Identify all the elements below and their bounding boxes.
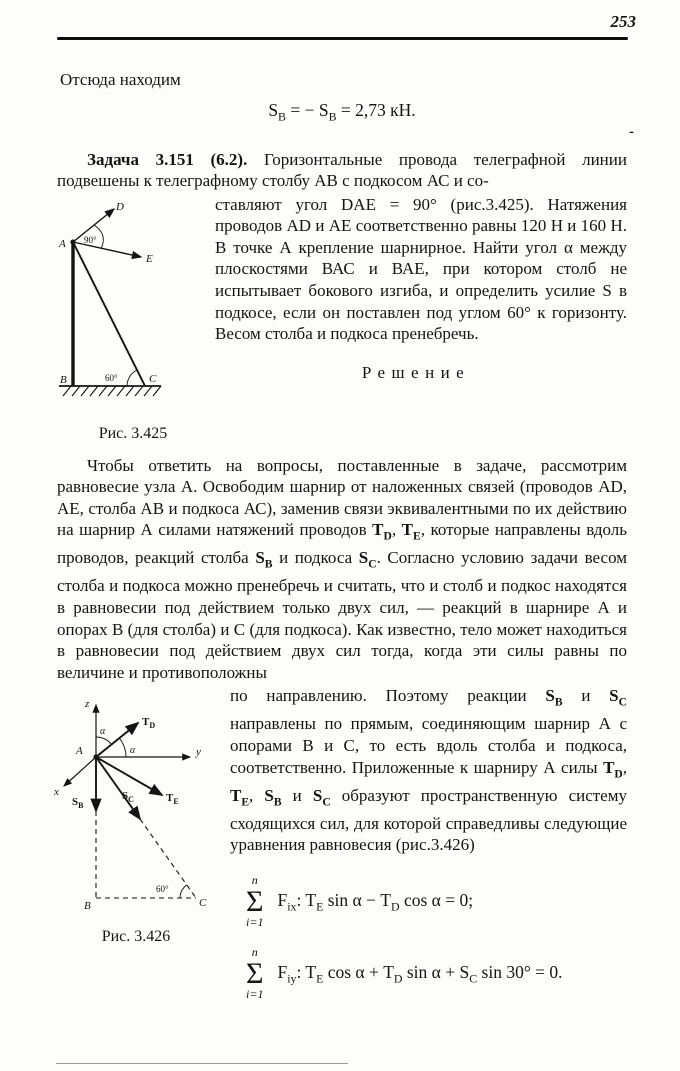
- figure-3-426: [50, 685, 222, 1018]
- equation-fix-formula: $F_{ix}$: $T_E$ $\sin \alpha - T_D$ cos α = 0;: [277, 889, 474, 914]
- force-diagram: [50, 693, 218, 915]
- label-b: B: [60, 373, 67, 386]
- label-z-axis: z: [85, 698, 90, 711]
- label-y-axis: y: [196, 746, 201, 759]
- figure-3-425: [57, 194, 209, 443]
- figure1-caption: Рис. 3.425: [98, 424, 168, 442]
- scan-artifact-line: [56, 1063, 348, 1064]
- problem-section-with-figure: [57, 194, 627, 443]
- vector-sc: [96, 757, 140, 819]
- angle-60-arc: [127, 370, 137, 386]
- angle-60-arc: [180, 885, 187, 898]
- page-number: 253: [610, 12, 636, 31]
- solution-section-with-figure: [50, 685, 627, 1018]
- construction-dashed-lines: [96, 811, 196, 898]
- ground-hatching: [59, 386, 161, 396]
- label-alpha-1: α: [100, 726, 106, 738]
- label-x-axis: x: [54, 786, 59, 799]
- label-td: $T_D$: [142, 716, 156, 731]
- margin-artifact: -: [629, 124, 634, 140]
- label-d: D: [116, 200, 124, 213]
- sigma-icon: Σ: [246, 956, 264, 990]
- joint-a-dot: [70, 239, 75, 244]
- intro-text: Отсюда находим: [60, 70, 181, 89]
- axis-x: [64, 757, 96, 786]
- result-formula: $S_B$ = − $S_B = 2,73$ кН.: [268, 100, 416, 124]
- label-a: A: [76, 745, 83, 758]
- problem-statement-lead: Задача 3.151 (6.2). Горизонтальные провода телеграфной линии подвешены к телеграфному столбу АВ с подкосом АС и со-: [57, 149, 627, 191]
- label-angle-60: 60°: [156, 884, 169, 895]
- label-te: $T_E$: [166, 792, 179, 807]
- brace-ac: [73, 242, 145, 386]
- label-b: B: [84, 900, 91, 913]
- equation-fiy: [246, 946, 627, 1002]
- sigma-lower-limit: i=1: [246, 915, 264, 930]
- label-alpha-2: α: [130, 745, 136, 757]
- label-c: C: [149, 372, 157, 385]
- summation-symbol: [246, 946, 263, 1002]
- alpha2-arc: [119, 739, 126, 758]
- equilibrium-equations: [230, 874, 627, 1002]
- label-angle-60: 60°: [105, 372, 118, 383]
- problem-statement-wrap: ставляют угол DAE = 90° (рис.3.425). Натяжения проводов AD и АЕ соответственно равны 120 Н и 160 Н. В точке А крепление шарнирное. Найти угол α между плоскостями ВАС и ВАЕ, при котором столб не испытывает бокового изгиба, и определить усилие S в подкосе, если он поставлен под углом 60° к горизонту. Весом столба и подкоса пренебречь.: [215, 194, 627, 344]
- header-rule: [57, 37, 628, 40]
- solution-paragraph-2: по направлению. Поэтому реакции $S_B$ и $S_C$ направлены по прямым, соединяющим шарнир А с опорами В и С, то есть вдоль столба и подкоса, соответственно. Приложенные к шарниру А силы $T_D$, $T_E$, $S_B$ и $S_C$ образуют пространственную систему сходящихся сил, для которой справедливы следующие уравнения равновесия (рис.3.426): [230, 686, 627, 855]
- label-a: A: [59, 237, 66, 250]
- figure2-caption: Рис. 3.426: [101, 928, 171, 946]
- label-c: C: [199, 897, 207, 910]
- equation-fiy-formula: $F_{iy}$: $T_E$ $\cos \alpha + T_D$ $\sin \alpha + S_C$ sin 30° = 0.: [277, 961, 563, 986]
- pole-brace-diagram: [57, 200, 207, 412]
- vector-te: [96, 757, 162, 795]
- solution-heading: Решение: [361, 362, 471, 382]
- summation-symbol: [246, 874, 263, 930]
- sigma-upper-limit: n: [251, 872, 258, 887]
- sigma-lower-limit: i=1: [246, 987, 264, 1002]
- label-sc: $S_C$: [122, 790, 134, 805]
- label-angle-90: 90°: [84, 234, 97, 245]
- sigma-upper-limit: n: [251, 944, 258, 959]
- alpha1-arc: [96, 737, 112, 744]
- joint-a-dot: [93, 755, 98, 760]
- label-e: E: [146, 252, 153, 265]
- label-sb: $S_B$: [72, 796, 84, 811]
- equation-fix: [246, 874, 627, 930]
- sigma-icon: Σ: [246, 884, 264, 918]
- solution-paragraph-1: Чтобы ответить на вопросы, поставленные в задаче, рассмотрим равновесие узла А. Освободим шарнир от наложенных связей (проводов AD, АЕ, столба АВ и подкоса АС), заменив связи эквивалентными по их действию на шарнир А силами натяжений проводов $T_D$, $T_E$, которые направлены вдоль проводов, реакций столба $S_B$ и подкоса $S_C$. Согласно условию задачи весом столба и подкоса можно пренебречь и считать, что и столб и подкос находятся в равновесии под действием только двух сил, — реакций в шарнире А и опорах В (для столба) и С (для подкоса). Как известно, тело может находиться в равновесии под действием двух сил тогда, когда эти силы равны по величине и противоположны: [57, 455, 628, 682]
